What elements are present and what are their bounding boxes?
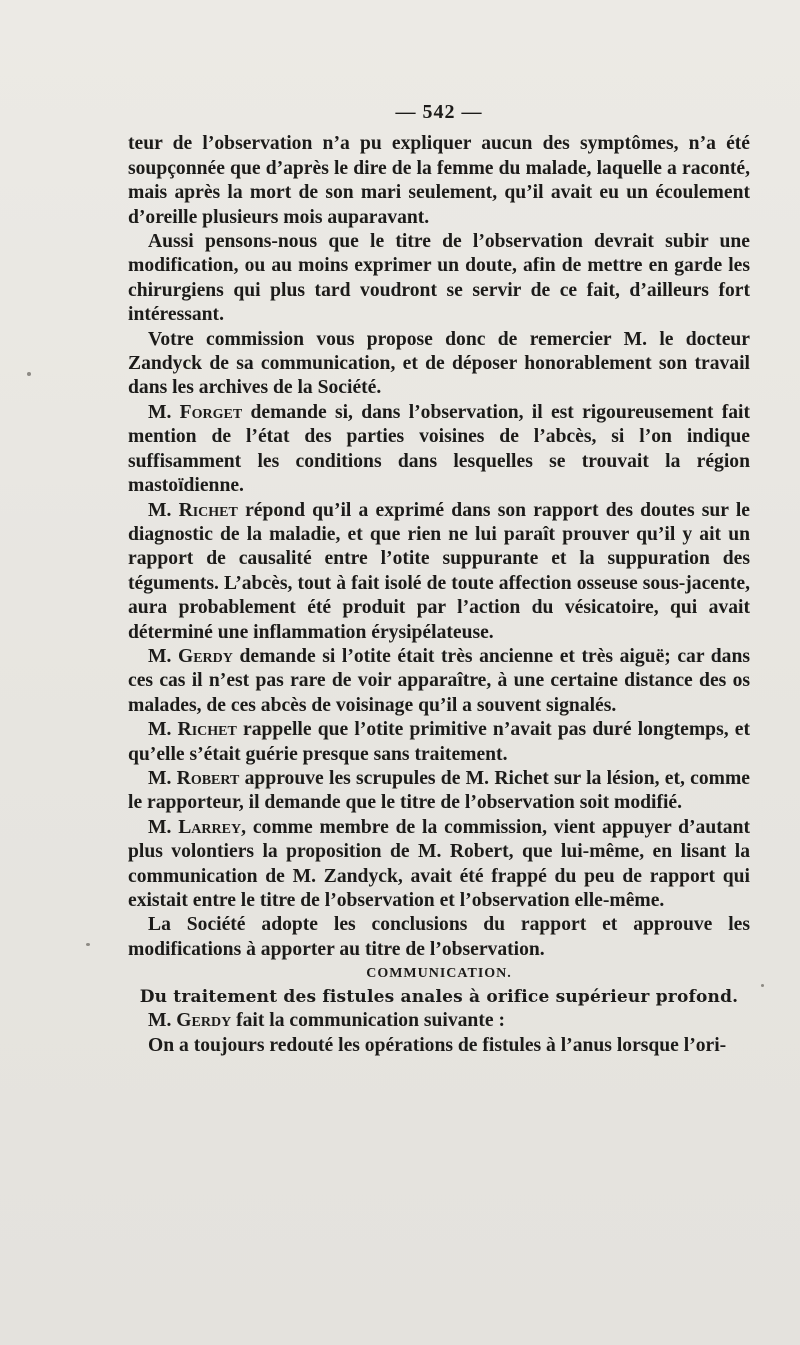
paragraph [128,1034,750,1058]
paragraph-text: demande si l’otite était très ancienne et très aiguë; car dans ces cas il n’est pas rare de voir apparaître, à une certaine distance des os malades, de ces abcès de voisinage qu’il a souvent signalés. [128,645,750,716]
paragraph-text: comme membre de la commission, vient appuyer d’autant plus volontiers la proposition de M. Robert, que lui-même, en lisant la communication de M. Zandyck, avait été frappé du peu de rapport qui existait entre le titre de l’observation et l’observation elle-même. [128,816,750,911]
paper-speck [27,372,31,376]
paragraph [128,718,750,767]
paragraph-text: approuve les scrupules de M. Richet sur la lésion, et, comme le rapporteur, il demande que le titre de l’observation soit modifié. [128,767,750,814]
speaker-name: M. Forget [148,401,243,423]
paragraph-text: fait la communication suivante : [236,1010,505,1032]
paragraph [128,645,750,718]
paragraph-text: La Société adopte les conclusions du rapport et approuve les modifications à apporter au titre de l’observation. [128,914,750,960]
speaker-name: M. Richet [148,719,237,741]
paragraph [128,913,750,962]
speaker-name: M. Gerdy [148,1010,232,1032]
paragraph [128,132,750,230]
speaker-name: M. Richet [148,499,238,521]
page-body [128,100,750,1058]
paragraph-text: demande si, dans l’observation, il est rigoureusement fait mention de l’état des parties voisines de l’abcès, si l’on indique suffisamment les conditions dans lesquelles se trouvait la région mastoïdienne. [128,401,750,497]
speaker-name: M. Gerdy [148,645,233,667]
paragraph [128,767,750,816]
section-title: Du traitement des fistules anales à orifice supérieur profond. [139,987,739,1008]
section-label: COMMUNICATION. [366,966,512,982]
paragraph [128,499,750,645]
page-number: — 542 — [395,101,483,123]
paragraph-text: Aussi pensons-nous que le titre de l’observation devrait subir une modification, ou au moins exprimer un doute, afin de mettre en garde les chirurgiens qui plus tard voudront se servir de ce fait, d’ailleurs fort intéressant. [128,231,750,326]
speaker-name: M. Robert [148,767,240,789]
paragraph [128,1009,750,1033]
paragraph-text: teur de l’observation n’a pu expliquer aucun des symptômes, n’a été soupçonnée que d’après le dire de la femme du malade, laquelle a raconté, mais après la mort de son mari seulement, qu’il avait eu un écoulement d’oreille plusieurs mois auparavant. [128,133,750,228]
paper-speck [761,984,764,987]
paragraph [128,401,750,499]
paragraph-text: On a toujours redouté les opérations de fistules à l’anus lorsque l’ori- [148,1034,727,1056]
paragraph-text: Votre commission vous propose donc de remercier M. le docteur Zandyck de sa communication, et de déposer honorablement son travail dans les archives de la Société. [128,328,750,399]
speaker-name: M. Larrey, [148,816,246,838]
paragraph-text: répond qu’il a exprimé dans son rapport des doutes sur le diagnostic de la maladie, et que rien ne lui paraît prouver qu’il y ait un rapport de causalité entre l’otite suppurante et la suppuration des téguments. L’abcès, tout à fait isolé de toute affection osseuse sous-jacente, aura probablement été produit par l’action du vésicatoire, qui avait déterminé une inflammation érysipélateuse. [128,499,750,643]
paragraph [128,230,750,328]
paragraph [128,816,750,914]
paragraph [128,328,750,401]
paper-speck [86,943,90,946]
paragraph-text: rappelle que l’otite primitive n’avait pas duré longtemps, et qu’elle s’était guérie presque sans traitement. [128,719,750,765]
